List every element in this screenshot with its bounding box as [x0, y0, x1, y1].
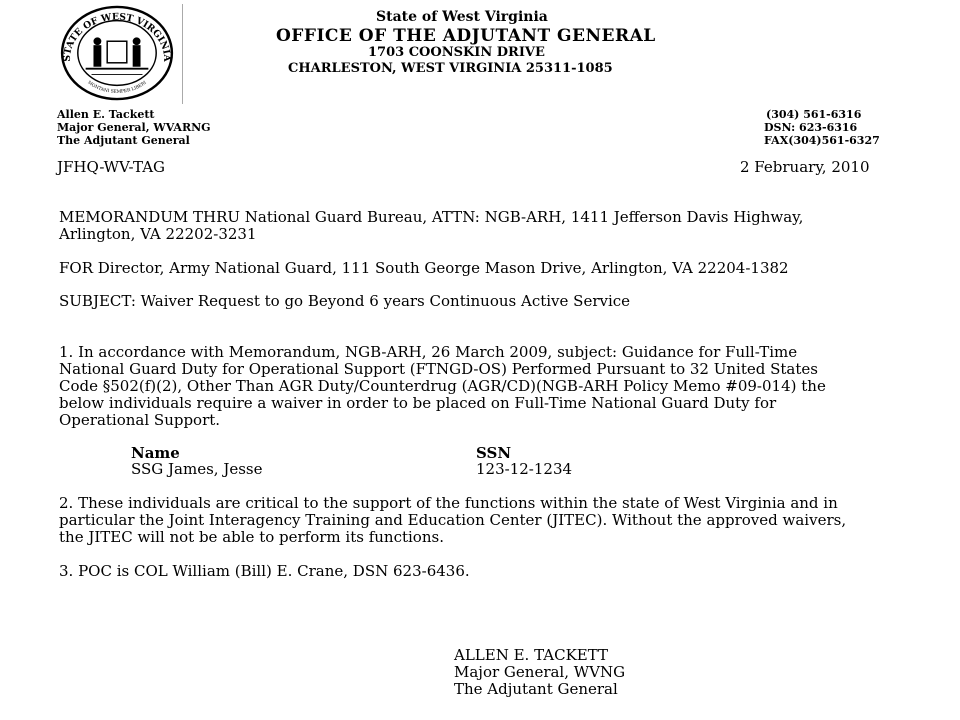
paragraph-1-line: National Guard Duty for Operational Support (FTNGD-OS) Performed Pursuant to 32 United States: [59, 360, 818, 378]
paragraph-1-line: 1. In accordance with Memorandum, NGB-ARH, 26 March 2009, subject: Guidance for Full-Time: [59, 343, 798, 361]
state-seal-icon: [58, 4, 176, 102]
table-row-name: SSG James, Jesse: [131, 460, 263, 478]
office-symbol: JFHQ-WV-TAG: [57, 158, 166, 176]
svg-text:STATE OF WEST VIRGINIA: STATE OF WEST VIRGINIA: [61, 11, 173, 62]
contact-dsn: DSN: 623-6316: [764, 121, 858, 134]
contact-fax: FAX(304)561-6327: [764, 134, 880, 147]
signature-title: The Adjutant General: [454, 680, 618, 698]
paragraph-2-line: particular the Joint Interagency Training and Education Center (JITEC). Without the approved waivers,: [59, 511, 847, 529]
paragraph-3: 3. POC is COL William (Bill) E. Crane, DSN 623-6436.: [59, 562, 470, 580]
paragraph-2-line: the JITEC will not be able to perform its functions.: [59, 528, 444, 546]
sender-name: Allen E. Tackett: [57, 108, 155, 121]
svg-text:MONTANI SEMPER LIBERI: MONTANI SEMPER LIBERI: [86, 80, 148, 95]
sender-rank: Major General, WVARNG: [57, 121, 211, 134]
paragraph-2-line: 2. These individuals are critical to the support of the functions within the state of West Virginia and in: [59, 494, 838, 512]
contact-phone: (304) 561-6316: [766, 108, 862, 121]
memo-date: 2 February, 2010: [740, 158, 870, 176]
memo-thru-line1: MEMORANDUM THRU National Guard Bureau, ATTN: NGB-ARH, 1411 Jefferson Davis Highway,: [59, 208, 804, 226]
for-line: FOR Director, Army National Guard, 111 South George Mason Drive, Arlington, VA 22204-1382: [59, 259, 789, 277]
signature-rank: Major General, WVNG: [454, 663, 626, 681]
paragraph-1-line: below individuals require a waiver in order to be placed on Full-Time National Guard Duty for: [59, 394, 777, 412]
letterhead-office: OFFICE OF THE ADJUTANT GENERAL: [276, 26, 656, 46]
memo-thru-line2: Arlington, VA 22202-3231: [59, 225, 257, 243]
sender-title: The Adjutant General: [57, 134, 190, 147]
signature-name: ALLEN E. TACKETT: [454, 646, 609, 664]
table-header-name: Name: [131, 444, 180, 462]
letterhead-address: 1703 COONSKIN DRIVE: [368, 45, 545, 60]
table-row-ssn: 123-12-1234: [476, 460, 573, 478]
paragraph-1-line: Operational Support.: [59, 411, 221, 429]
paragraph-1-line: Code §502(f)(2), Other Than AGR Duty/Counterdrug (AGR/CD)(NGB-ARH Policy Memo #09-014) the: [59, 377, 826, 395]
table-header-ssn: SSN: [476, 444, 512, 462]
letterhead-state: State of West Virginia: [376, 9, 548, 25]
subject-line: SUBJECT: Waiver Request to go Beyond 6 years Continuous Active Service: [59, 292, 631, 310]
letterhead-city: CHARLESTON, WEST VIRGINIA 25311-1085: [288, 61, 613, 76]
